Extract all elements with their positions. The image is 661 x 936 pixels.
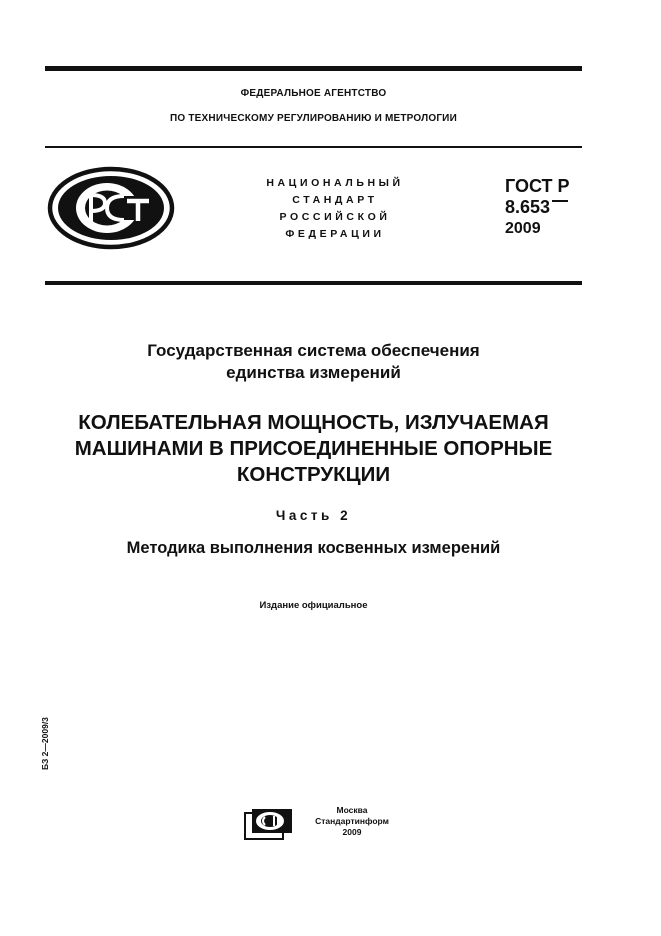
title-line: КОНСТРУКЦИИ	[236, 463, 391, 486]
side-code: БЗ 2—2009/3	[40, 717, 50, 770]
document-title	[45, 410, 582, 488]
publisher-name: Стандартинформ	[315, 816, 389, 826]
series-line: Государственная система обеспечения	[147, 341, 480, 360]
publisher-year: 2009	[342, 827, 362, 837]
national-standard-line: ФЕДЕРАЦИИ	[285, 228, 385, 240]
series-line: единства измерений	[226, 363, 401, 382]
title-line: КОЛЕБАТЕЛЬНАЯ МОЩНОСТЬ, ИЗЛУЧАЕМАЯ	[78, 411, 549, 434]
national-standard-line: НАЦИОНАЛЬНЫЙ	[266, 177, 404, 189]
publisher-city: Москва	[336, 805, 368, 815]
title-line: МАШИНАМИ В ПРИСОЕДИНЕННЫЕ ОПОРНЫЕ	[74, 437, 553, 460]
gost-dash	[552, 200, 568, 202]
national-standard-line: СТАНДАРТ	[292, 194, 378, 206]
standartinform-logo-icon	[244, 807, 294, 841]
series-title	[45, 340, 582, 384]
document-subtitle: Методика выполнения косвенных измерений	[126, 539, 501, 557]
agency-line-1: ФЕДЕРАЛЬНОЕ АГЕНТСТВО	[240, 88, 387, 99]
bottom-rule	[45, 281, 582, 285]
national-standard-line: РОССИЙСКОЙ	[279, 211, 391, 223]
national-standard-block	[235, 175, 435, 243]
publisher-block	[312, 805, 392, 838]
agency-line-2: ПО ТЕХНИЧЕСКОМУ РЕГУЛИРОВАНИЮ И МЕТРОЛОГИИ	[170, 113, 457, 124]
middle-rule	[45, 146, 582, 148]
gost-year: 2009	[505, 220, 541, 237]
gost-prefix: ГОСТ Р	[505, 176, 570, 196]
part-number: Часть 2	[275, 508, 352, 523]
edition-note: Издание официальное	[259, 600, 368, 611]
top-rule	[45, 66, 582, 71]
rst-certification-logo-icon	[47, 166, 175, 250]
gost-designation	[505, 176, 570, 239]
gost-number: 8.653	[505, 197, 551, 217]
